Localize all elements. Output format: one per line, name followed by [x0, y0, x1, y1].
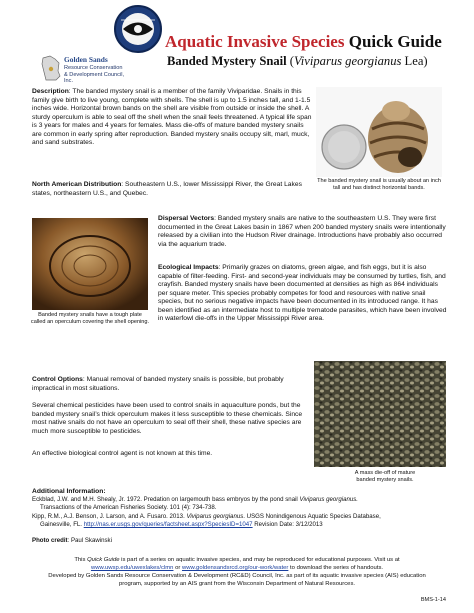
footer-line-2 [30, 564, 444, 572]
ecological-section [158, 264, 448, 324]
banded-snail-shells-photo [316, 87, 442, 177]
photo-credit [32, 537, 332, 545]
additional-info-label: Additional Information [32, 488, 104, 495]
aquatic-invasive-species-badge [113, 4, 163, 54]
title-red: Aquatic Invasive Species [165, 32, 345, 51]
ref2-place: Gainesville, FL. [40, 521, 84, 528]
reference-1 [32, 496, 452, 504]
dieoff-caption: A mass die-off of mature banded mystery snails. [354, 470, 416, 484]
description-label: Description [32, 88, 69, 95]
footer-line-4: program, supported by an AIS grant from the Wisconsin Department of Natural Resources. [118, 581, 356, 588]
uwsp-link[interactable]: www.uwsp.edu/uwexlakes/clmn [90, 565, 174, 572]
reference-1-cont: Transactions of the American Fisheries Society. 101 (4): 734-738. [40, 504, 217, 511]
ref2-species: Viviparus georgianus [186, 513, 244, 520]
footer-text-a: This [74, 557, 88, 563]
control-label: Control Options [32, 376, 83, 383]
description-section [32, 88, 312, 148]
control-section [32, 376, 306, 393]
footer-line-1 [30, 556, 444, 564]
dispersal-section [158, 215, 448, 249]
operculum-caption: Banded mystery snails have a tough plate called an operculum covering the shell opening. [30, 312, 150, 326]
subtitle-paren-open: ( [286, 54, 294, 68]
footer-line-3: Developed by Golden Sands Resource Conservation & Development (RC&D) Council, Inc. as part of its aquatic invasive species (AIS) education [48, 573, 426, 580]
title-black: Quick Guide [344, 32, 442, 51]
ecological-label: Ecological Impacts [158, 264, 219, 271]
control-text: : Manual removal of banded mystery snails is possible, but probably impractical in most situations. [32, 376, 284, 392]
distribution-section [32, 181, 312, 198]
species-common-name: Banded Mystery Snail [167, 54, 287, 68]
dispersal-text: : Banded mystery snails are native to the southeastern U.S. They were first documented in the Great Lakes basin in 1867 when 200 banded mystery snails were intentionally released by a civilian into the Hudson River drainage. Introductions have probably also occurred via the aquarium trade. [158, 215, 446, 248]
golden-sands-logo-text [64, 56, 130, 85]
ecological-text: : Primarily grazes on diatoms, green algae, and fish eggs, but it is also capable of filter-feeding. First- and second-year individuals may be consumed by turtles, fish, and crayfish. Banded mystery snails have been documented at densities as high as 864 individuals per square meter. This species probably competes for food and resources with native snail species, but no serious negative impacts have been documented in its introduced range. It has been identified as an intermediate host to multiple trematode parasites, which have been involved in waterfowl die-offs in the Upper Mississippi River area. [158, 264, 447, 322]
footer-quick-guide: Quick Guide [87, 557, 120, 563]
footer-text-b: is part of a series on aquatic invasive species, and may be reproduced for educational purposes. Visit us at [119, 557, 400, 563]
org-name: Golden Sands [64, 55, 108, 64]
description-text: : The banded mystery snail is a member of the family Viviparidae. Snails in this family give birth to live young, complete with shells. The shell is up to 1.5 inches tall, and 1-1.5 inches wide. Horizontal brown bands on the shell are visible from outside or inside the shell. A sturdy operculum is able to seal off the shell when the snail feels threatened. A typical life span is 3 years for males and 4 years for females. Mass die-offs of mature banded mystery snails are common in early spring after reproduction. Banded mystery snails occupy silt, marl, muck, and sand substrates. [32, 88, 312, 146]
subtitle-author: Lea) [401, 54, 428, 68]
distribution-label: North American Distribution [32, 181, 122, 188]
golden-sands-link[interactable]: www.goldensandsrcd.org/our-work/water [181, 565, 289, 572]
ref2-text-2: . USGS Nonindigenous Aquatic Species Database, [243, 513, 381, 520]
document-code: BMS-1-14 [420, 597, 446, 603]
reference-2 [32, 513, 452, 521]
additional-colon: : [103, 488, 106, 495]
page-subtitle [167, 54, 428, 70]
control-paragraph-2: Several chemical pesticides have been used to control snails in aquaculture ponds, but the banded mystery snail’s thick operculum makes it less susceptible to these chemicals. Since most native snails do not have an operculum to seal off their shell, these native species are much more susceptible to pesticides. [32, 402, 303, 435]
wisconsin-map-icon [40, 54, 62, 82]
shells-caption: The banded mystery snail is usually about an inch tall and has distinct horizontal bands. [317, 178, 441, 192]
photo-credit-text: : Paul Skawinski [67, 537, 112, 544]
reference-2-cont [40, 521, 460, 529]
footer [30, 556, 444, 588]
photo-credit-label: Photo credit [32, 537, 68, 544]
page-title [165, 31, 442, 53]
org-line-3: & Development Council, Inc. [64, 71, 125, 85]
ref1-text: Eckblad, J.W. and M.H. Shealy, Jr. 1972. Predation on largemouth bass embryos by the pond snail [32, 496, 300, 503]
footer-line-2-end: to download the series of handouts. [288, 565, 384, 572]
ref1-species: Viviparus georgianus. [299, 496, 358, 503]
footer-or: or [173, 565, 182, 572]
mass-die-off-photo [314, 361, 446, 467]
ref2-text: Kipp, R.M., A.J. Benson, J. Larson, and A. Fusaro. 2013. [32, 513, 187, 520]
control-paragraph-3: An effective biological control agent is not known at this time. [32, 450, 213, 457]
dispersal-label: Dispersal Vectors [158, 215, 215, 222]
usgs-factsheet-link[interactable]: http://nas.er.usgs.gov/queries/factsheet.aspx?SpeciesID=1047 [83, 521, 253, 528]
operculum-photo [32, 218, 148, 310]
species-scientific-name: Viviparus georgianus [294, 54, 402, 68]
distribution-text: : Southeastern U.S., lower Mississippi River, the Great Lakes states, northeastern U.S., and Quebec. [32, 181, 302, 197]
ref2-date: Revision Date: 3/12/2013 [252, 521, 323, 528]
org-line-2: Resource Conservation [64, 64, 123, 71]
